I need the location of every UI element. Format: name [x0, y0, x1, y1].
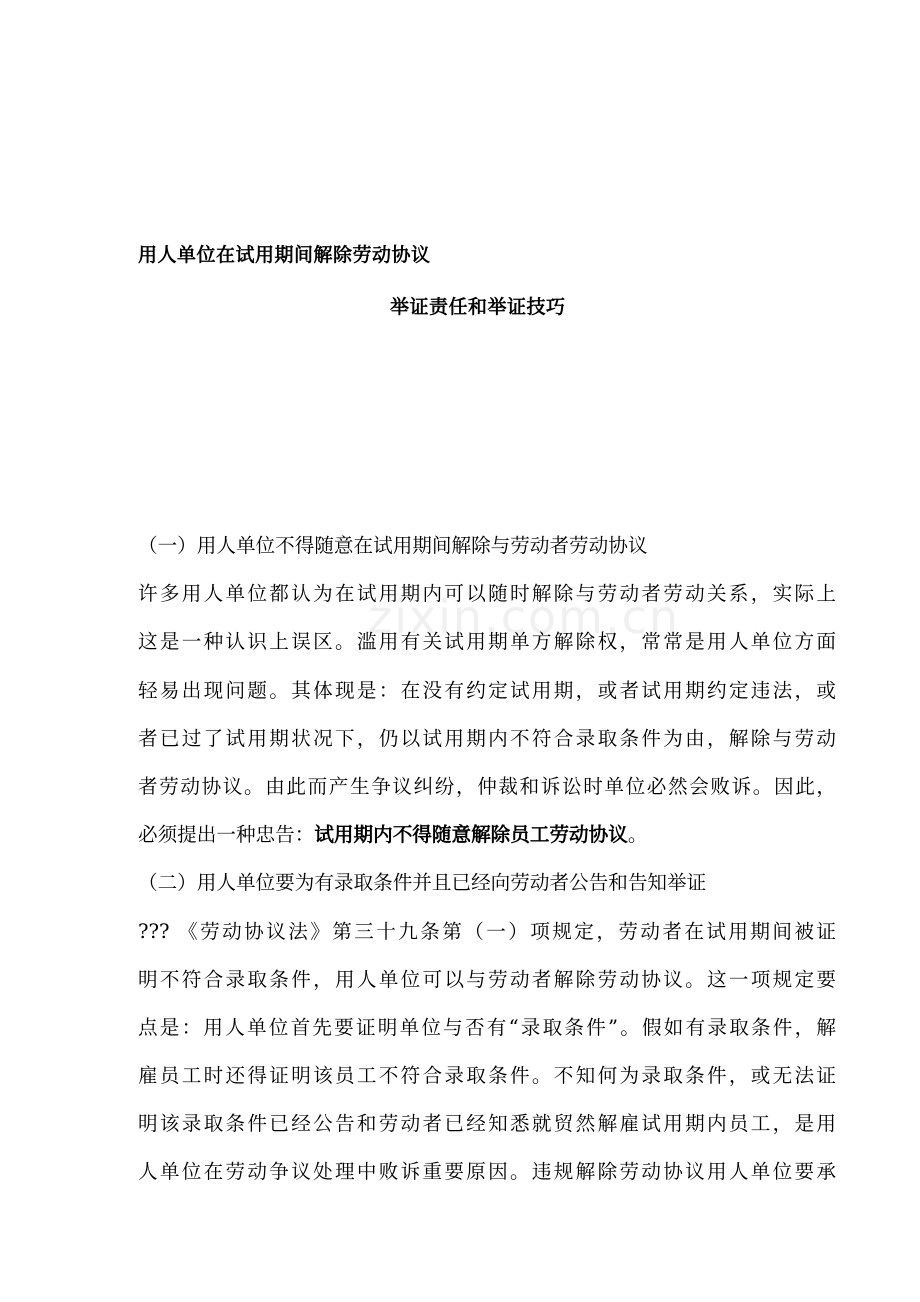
paragraph-line: 点是：用人单位首先要证明单位与否有“录取条件”。假如有录取条件，解 [138, 1015, 836, 1039]
warning-prefix: 必须提出一种忠告： [138, 823, 315, 847]
title-line-2: 举证责任和举证技巧 [390, 296, 566, 318]
watermark: zixin.com.cn [368, 590, 681, 644]
paragraph-line: 轻易出现问题。其体现是：在没有约定试用期，或者试用期约定违法，或 [138, 678, 836, 702]
paragraph-line: 明该录取条件已经公告和劳动者已经知悉就贸然解雇试用期内员工，是用 [138, 1112, 836, 1136]
warning-suffix: 。 [627, 823, 648, 847]
warning-emphasis: 试用期内不得随意解除员工劳动协议 [314, 823, 628, 847]
title-line-1: 用人单位在试用期间解除劳动协议 [138, 244, 431, 266]
paragraph-line: 许多用人单位都认为在试用期内可以随时解除与劳动者劳动关系，实际上 [138, 582, 836, 606]
paragraph-line: 者已过了试用期状况下，仍以试用期内不符合录取条件为由，解除与劳动 [138, 726, 836, 750]
paragraph-line: 明不符合录取条件，用人单位可以与劳动者解除劳动协议。这一项规定要 [138, 967, 836, 991]
paragraph-line: ??? 《劳动协议法》第三十九条第（一）项规定，劳动者在试用期间被证 [138, 919, 836, 943]
paragraph-last-line [138, 811, 836, 859]
section-2-heading: （二）用人单位要为有录取条件并且已经向劳动者公告和告知举证 [138, 871, 707, 895]
paragraph-line: 雇员工时还得证明该员工不符合录取条件。不知何为录取条件，或无法证 [138, 1064, 836, 1088]
paragraph-line: 者劳动协议。由此而产生争议纠纷，仲裁和诉讼时单位必然会败诉。因此， [138, 774, 836, 798]
paragraph-line: 人单位在劳动争议处理中败诉重要原因。违规解除劳动协议用人单位要承 [138, 1160, 836, 1184]
paragraph-line: 这是一种认识上误区。滥用有关试用期单方解除权，常常是用人单位方面 [138, 630, 836, 654]
section-1-heading: （一）用人单位不得随意在试用期间解除与劳动者劳动协议 [138, 534, 648, 557]
document-body [138, 522, 836, 1197]
